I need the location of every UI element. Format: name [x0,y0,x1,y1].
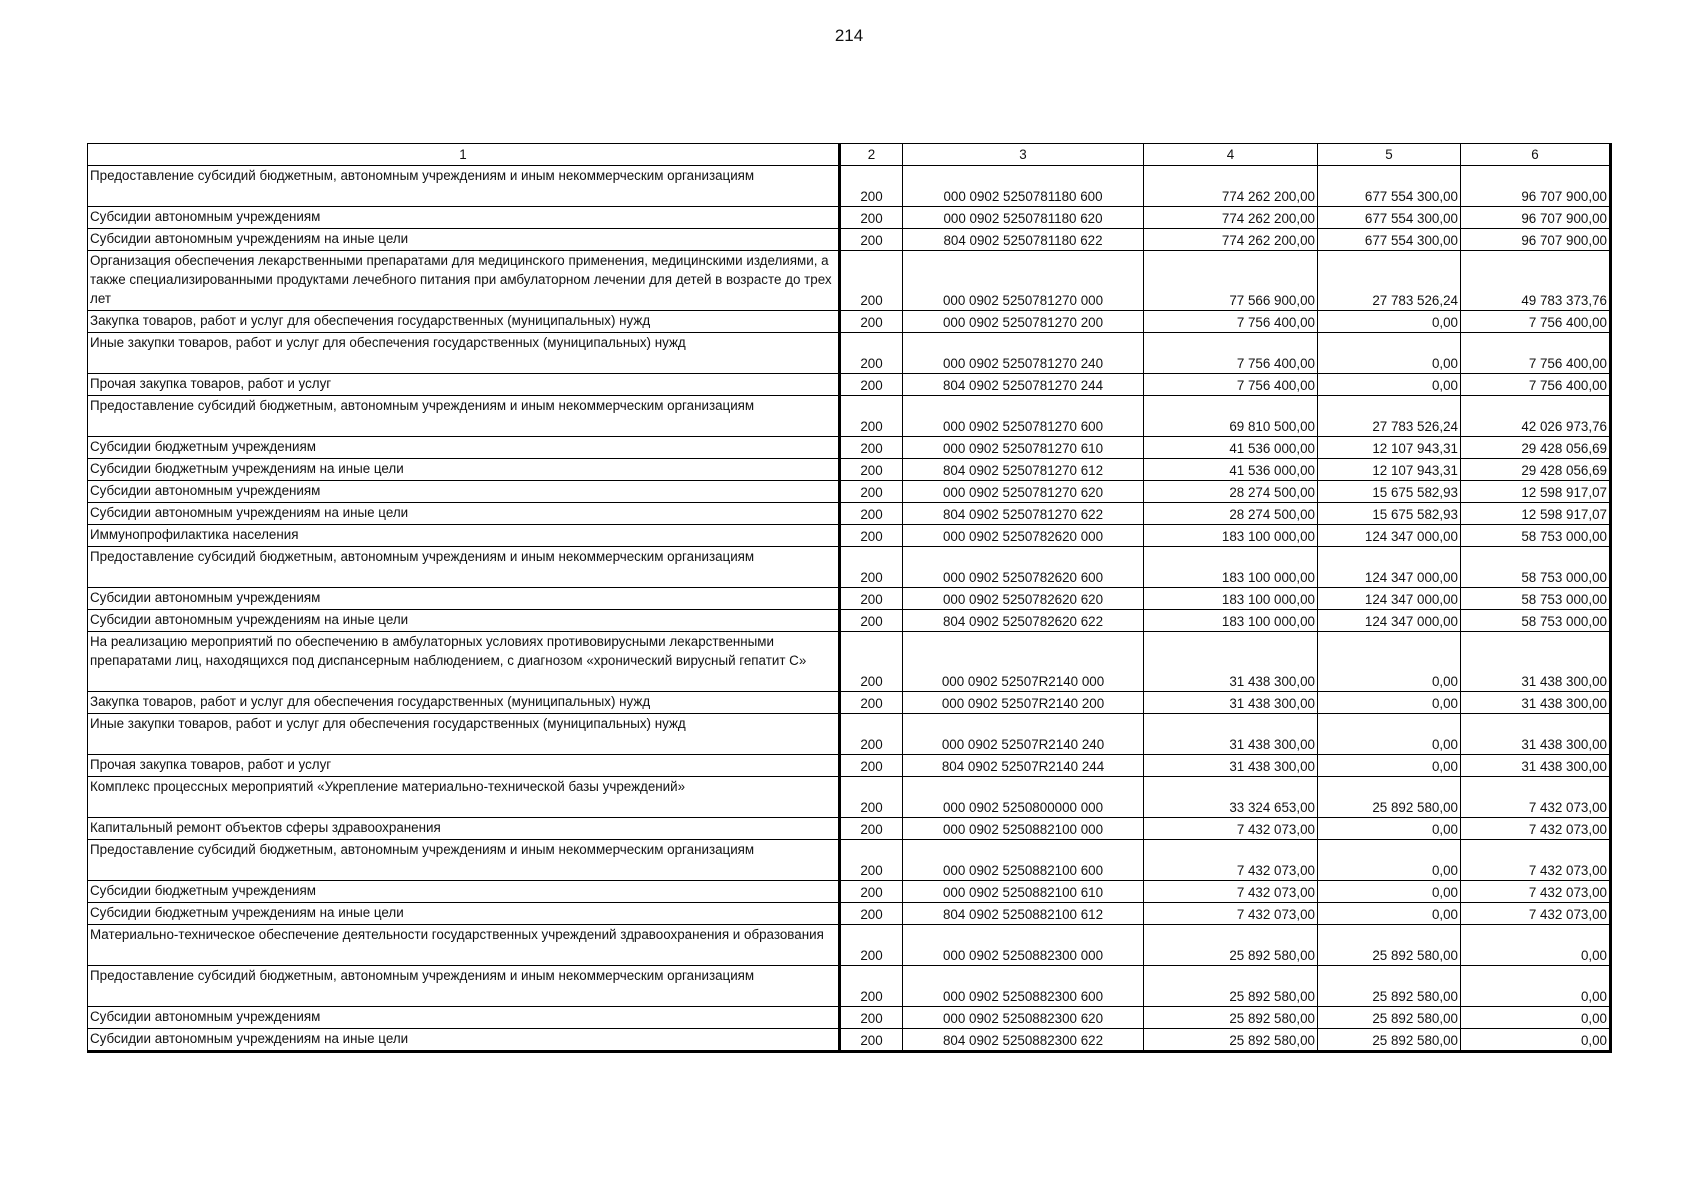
row-col6-cell: 7 432 073,00 [1461,777,1611,818]
row-col6-cell: 7 756 400,00 [1461,374,1611,396]
row-col4-cell: 41 536 000,00 [1144,459,1318,481]
table-row [88,881,1611,903]
row-col6-cell: 58 753 000,00 [1461,547,1611,588]
row-col5-cell: 25 892 580,00 [1318,1029,1461,1052]
row-code-cell: 200 [840,777,903,818]
row-col4-cell: 77 566 900,00 [1144,251,1318,311]
row-code-cell: 200 [840,755,903,777]
row-col6-cell: 31 438 300,00 [1461,692,1611,714]
row-code-cell: 200 [840,166,903,207]
row-name-cell: На реализацию мероприятий по обеспечению в амбулаторных условиях противовирусными лекарственными препаратами лиц, находящихся под диспансерным наблюдением, с диагнозом «хронический вирусный гепатит С» [88,632,840,692]
row-name-cell: Организация обеспечения лекарственными препаратами для медицинского применения, медицинскими изделиями, а также специализированными продуктами лечебного питания при амбулаторном лечении для детей в возрасте до трех лет [88,251,840,311]
row-classifier-cell: 000 0902 5250782620 620 [903,588,1144,610]
table-row [88,588,1611,610]
row-col4-cell: 183 100 000,00 [1144,588,1318,610]
row-classifier-cell: 000 0902 5250882100 610 [903,881,1144,903]
row-classifier-cell: 000 0902 5250882300 000 [903,925,1144,966]
row-code-cell: 200 [840,525,903,547]
row-col4-cell: 25 892 580,00 [1144,925,1318,966]
row-col4-cell: 31 438 300,00 [1144,692,1318,714]
row-col5-cell: 27 783 526,24 [1318,251,1461,311]
row-col5-cell: 124 347 000,00 [1318,610,1461,632]
column-header-4: 4 [1144,144,1318,166]
row-classifier-cell: 804 0902 5250882300 622 [903,1029,1144,1052]
table-row [88,840,1611,881]
row-col4-cell: 7 756 400,00 [1144,333,1318,374]
row-code-cell: 200 [840,547,903,588]
row-code-cell: 200 [840,1007,903,1029]
table-row [88,1007,1611,1029]
row-classifier-cell: 804 0902 5250781270 622 [903,503,1144,525]
row-col4-cell: 774 262 200,00 [1144,229,1318,251]
row-col4-cell: 41 536 000,00 [1144,437,1318,459]
row-col4-cell: 25 892 580,00 [1144,1029,1318,1052]
row-name-cell: Субсидии автономным учреждениям [88,207,840,229]
row-col6-cell: 58 753 000,00 [1461,588,1611,610]
row-name-cell: Материально-техническое обеспечение деятельности государственных учреждений здравоохранения и образования [88,925,840,966]
row-col4-cell: 69 810 500,00 [1144,396,1318,437]
row-col4-cell: 31 438 300,00 [1144,632,1318,692]
column-header-1: 1 [88,144,840,166]
table-row [88,632,1611,692]
row-col4-cell: 25 892 580,00 [1144,1007,1318,1029]
row-classifier-cell: 000 0902 52507R2140 240 [903,714,1144,755]
row-col4-cell: 28 274 500,00 [1144,481,1318,503]
row-classifier-cell: 804 0902 5250781270 612 [903,459,1144,481]
row-code-cell: 200 [840,374,903,396]
row-col4-cell: 7 756 400,00 [1144,311,1318,333]
table-row [88,481,1611,503]
row-col6-cell: 31 438 300,00 [1461,755,1611,777]
table-row [88,818,1611,840]
column-header-2: 2 [840,144,903,166]
row-col6-cell: 7 756 400,00 [1461,333,1611,374]
row-name-cell: Предоставление субсидий бюджетным, автономным учреждениям и иным некоммерческим организациям [88,166,840,207]
row-name-cell: Прочая закупка товаров, работ и услуг [88,755,840,777]
row-code-cell: 200 [840,692,903,714]
row-col4-cell: 25 892 580,00 [1144,966,1318,1007]
row-col5-cell: 27 783 526,24 [1318,396,1461,437]
row-code-cell: 200 [840,481,903,503]
row-col4-cell: 33 324 653,00 [1144,777,1318,818]
row-code-cell: 200 [840,207,903,229]
row-col6-cell: 58 753 000,00 [1461,525,1611,547]
row-name-cell: Иные закупки товаров, работ и услуг для обеспечения государственных (муниципальных) нужд [88,714,840,755]
row-name-cell: Закупка товаров, работ и услуг для обеспечения государственных (муниципальных) нужд [88,311,840,333]
row-classifier-cell: 000 0902 52507R2140 200 [903,692,1144,714]
table-row [88,251,1611,311]
row-classifier-cell: 000 0902 5250782620 600 [903,547,1144,588]
row-col5-cell: 0,00 [1318,714,1461,755]
table-row [88,1029,1611,1052]
row-col6-cell: 58 753 000,00 [1461,610,1611,632]
table-row [88,374,1611,396]
row-col5-cell: 0,00 [1318,692,1461,714]
row-col4-cell: 7 432 073,00 [1144,818,1318,840]
row-name-cell: Иные закупки товаров, работ и услуг для обеспечения государственных (муниципальных) нужд [88,333,840,374]
row-col6-cell: 96 707 900,00 [1461,229,1611,251]
row-name-cell: Предоставление субсидий бюджетным, автономным учреждениям и иным некоммерческим организациям [88,396,840,437]
table-row [88,333,1611,374]
row-col6-cell: 42 026 973,76 [1461,396,1611,437]
row-code-cell: 200 [840,714,903,755]
row-col5-cell: 0,00 [1318,881,1461,903]
row-name-cell: Субсидии бюджетным учреждениям [88,881,840,903]
row-col4-cell: 774 262 200,00 [1144,207,1318,229]
row-col5-cell: 12 107 943,31 [1318,437,1461,459]
row-classifier-cell: 000 0902 5250781270 000 [903,251,1144,311]
row-col6-cell: 29 428 056,69 [1461,437,1611,459]
row-code-cell: 200 [840,818,903,840]
row-col6-cell: 49 783 373,76 [1461,251,1611,311]
row-col6-cell: 12 598 917,07 [1461,503,1611,525]
row-name-cell: Комплекс процессных мероприятий «Укрепление материально-технической базы учреждений» [88,777,840,818]
row-code-cell: 200 [840,229,903,251]
row-code-cell: 200 [840,610,903,632]
row-code-cell: 200 [840,311,903,333]
row-col5-cell: 0,00 [1318,311,1461,333]
row-classifier-cell: 000 0902 5250781270 240 [903,333,1144,374]
row-col5-cell: 677 554 300,00 [1318,166,1461,207]
row-name-cell: Прочая закупка товаров, работ и услуг [88,374,840,396]
row-col5-cell: 677 554 300,00 [1318,207,1461,229]
row-name-cell: Субсидии автономным учреждениям [88,1007,840,1029]
table-row [88,714,1611,755]
table-row [88,925,1611,966]
row-name-cell: Предоставление субсидий бюджетным, автономным учреждениям и иным некоммерческим организациям [88,840,840,881]
row-classifier-cell: 000 0902 5250781180 620 [903,207,1144,229]
row-col5-cell: 0,00 [1318,903,1461,925]
row-col4-cell: 183 100 000,00 [1144,525,1318,547]
row-col6-cell: 7 756 400,00 [1461,311,1611,333]
row-code-cell: 200 [840,966,903,1007]
row-col4-cell: 7 432 073,00 [1144,881,1318,903]
row-classifier-cell: 000 0902 52507R2140 000 [903,632,1144,692]
row-col6-cell: 7 432 073,00 [1461,818,1611,840]
row-classifier-cell: 000 0902 5250781270 200 [903,311,1144,333]
row-col5-cell: 0,00 [1318,840,1461,881]
row-col6-cell: 0,00 [1461,1029,1611,1052]
row-col6-cell: 0,00 [1461,966,1611,1007]
row-col4-cell: 774 262 200,00 [1144,166,1318,207]
row-classifier-cell: 804 0902 5250882100 612 [903,903,1144,925]
row-classifier-cell: 000 0902 5250800000 000 [903,777,1144,818]
table-row [88,503,1611,525]
row-name-cell: Субсидии автономным учреждениям [88,588,840,610]
row-col5-cell: 12 107 943,31 [1318,459,1461,481]
row-classifier-cell: 804 0902 5250781180 622 [903,229,1144,251]
row-code-cell: 200 [840,903,903,925]
row-col5-cell: 0,00 [1318,755,1461,777]
row-col6-cell: 96 707 900,00 [1461,207,1611,229]
table-row [88,207,1611,229]
table-row [88,966,1611,1007]
row-col5-cell: 25 892 580,00 [1318,777,1461,818]
table-row [88,777,1611,818]
row-col6-cell: 7 432 073,00 [1461,903,1611,925]
row-name-cell: Капитальный ремонт объектов сферы здравоохранения [88,818,840,840]
row-name-cell: Субсидии бюджетным учреждениям на иные цели [88,903,840,925]
row-classifier-cell: 804 0902 5250781270 244 [903,374,1144,396]
row-col5-cell: 25 892 580,00 [1318,966,1461,1007]
row-col6-cell: 31 438 300,00 [1461,632,1611,692]
table-row [88,610,1611,632]
row-name-cell: Субсидии бюджетным учреждениям на иные цели [88,459,840,481]
table-row [88,437,1611,459]
table-row [88,311,1611,333]
row-code-cell: 200 [840,396,903,437]
row-col5-cell: 15 675 582,93 [1318,503,1461,525]
row-col4-cell: 183 100 000,00 [1144,610,1318,632]
row-classifier-cell: 804 0902 5250782620 622 [903,610,1144,632]
row-code-cell: 200 [840,251,903,311]
row-col6-cell: 0,00 [1461,925,1611,966]
row-col5-cell: 124 347 000,00 [1318,547,1461,588]
table-row [88,547,1611,588]
row-col6-cell: 31 438 300,00 [1461,714,1611,755]
row-classifier-cell: 000 0902 5250882100 600 [903,840,1144,881]
row-col4-cell: 7 432 073,00 [1144,903,1318,925]
table-row [88,903,1611,925]
row-classifier-cell: 000 0902 5250781270 600 [903,396,1144,437]
row-name-cell: Закупка товаров, работ и услуг для обеспечения государственных (муниципальных) нужд [88,692,840,714]
row-code-cell: 200 [840,588,903,610]
table-row [88,229,1611,251]
row-classifier-cell: 000 0902 5250782620 000 [903,525,1144,547]
table-header-row [88,144,1611,166]
row-name-cell: Субсидии бюджетным учреждениям [88,437,840,459]
row-name-cell: Субсидии автономным учреждениям на иные цели [88,503,840,525]
row-code-cell: 200 [840,840,903,881]
row-col5-cell: 124 347 000,00 [1318,588,1461,610]
row-name-cell: Субсидии автономным учреждениям на иные цели [88,229,840,251]
row-col4-cell: 7 432 073,00 [1144,840,1318,881]
row-col5-cell: 15 675 582,93 [1318,481,1461,503]
row-code-cell: 200 [840,437,903,459]
row-code-cell: 200 [840,333,903,374]
row-classifier-cell: 000 0902 5250781180 600 [903,166,1144,207]
row-col5-cell: 677 554 300,00 [1318,229,1461,251]
row-name-cell: Субсидии автономным учреждениям на иные цели [88,610,840,632]
table-body [88,144,1611,1052]
row-col4-cell: 31 438 300,00 [1144,755,1318,777]
row-code-cell: 200 [840,925,903,966]
budget-table [87,143,1612,1053]
page-number: 214 [834,26,864,45]
row-name-cell: Субсидии автономным учреждениям [88,481,840,503]
row-code-cell: 200 [840,632,903,692]
row-col5-cell: 0,00 [1318,818,1461,840]
row-code-cell: 200 [840,503,903,525]
row-col6-cell: 0,00 [1461,1007,1611,1029]
row-classifier-cell: 000 0902 5250882300 600 [903,966,1144,1007]
row-col5-cell: 0,00 [1318,333,1461,374]
row-col4-cell: 7 756 400,00 [1144,374,1318,396]
row-classifier-cell: 000 0902 5250882300 620 [903,1007,1144,1029]
table-row [88,166,1611,207]
row-classifier-cell: 000 0902 5250882100 000 [903,818,1144,840]
row-code-cell: 200 [840,459,903,481]
column-header-3: 3 [903,144,1144,166]
row-col5-cell: 0,00 [1318,632,1461,692]
row-classifier-cell: 000 0902 5250781270 620 [903,481,1144,503]
row-col4-cell: 28 274 500,00 [1144,503,1318,525]
table-row [88,755,1611,777]
row-code-cell: 200 [840,1029,903,1052]
column-header-6: 6 [1461,144,1611,166]
row-classifier-cell: 000 0902 5250781270 610 [903,437,1144,459]
row-col5-cell: 124 347 000,00 [1318,525,1461,547]
row-classifier-cell: 804 0902 52507R2140 244 [903,755,1144,777]
row-col6-cell: 29 428 056,69 [1461,459,1611,481]
row-col5-cell: 25 892 580,00 [1318,925,1461,966]
row-code-cell: 200 [840,881,903,903]
row-col6-cell: 7 432 073,00 [1461,881,1611,903]
row-name-cell: Предоставление субсидий бюджетным, автономным учреждениям и иным некоммерческим организациям [88,966,840,1007]
table-row [88,459,1611,481]
table-row [88,525,1611,547]
table-row [88,692,1611,714]
row-name-cell: Субсидии автономным учреждениям на иные цели [88,1029,840,1052]
row-col4-cell: 31 438 300,00 [1144,714,1318,755]
row-col6-cell: 12 598 917,07 [1461,481,1611,503]
row-col5-cell: 0,00 [1318,374,1461,396]
column-header-5: 5 [1318,144,1461,166]
row-name-cell: Предоставление субсидий бюджетным, автономным учреждениям и иным некоммерческим организациям [88,547,840,588]
table-row [88,396,1611,437]
row-name-cell: Иммунопрофилактика населения [88,525,840,547]
row-col5-cell: 25 892 580,00 [1318,1007,1461,1029]
row-col4-cell: 183 100 000,00 [1144,547,1318,588]
row-col6-cell: 96 707 900,00 [1461,166,1611,207]
row-col6-cell: 7 432 073,00 [1461,840,1611,881]
